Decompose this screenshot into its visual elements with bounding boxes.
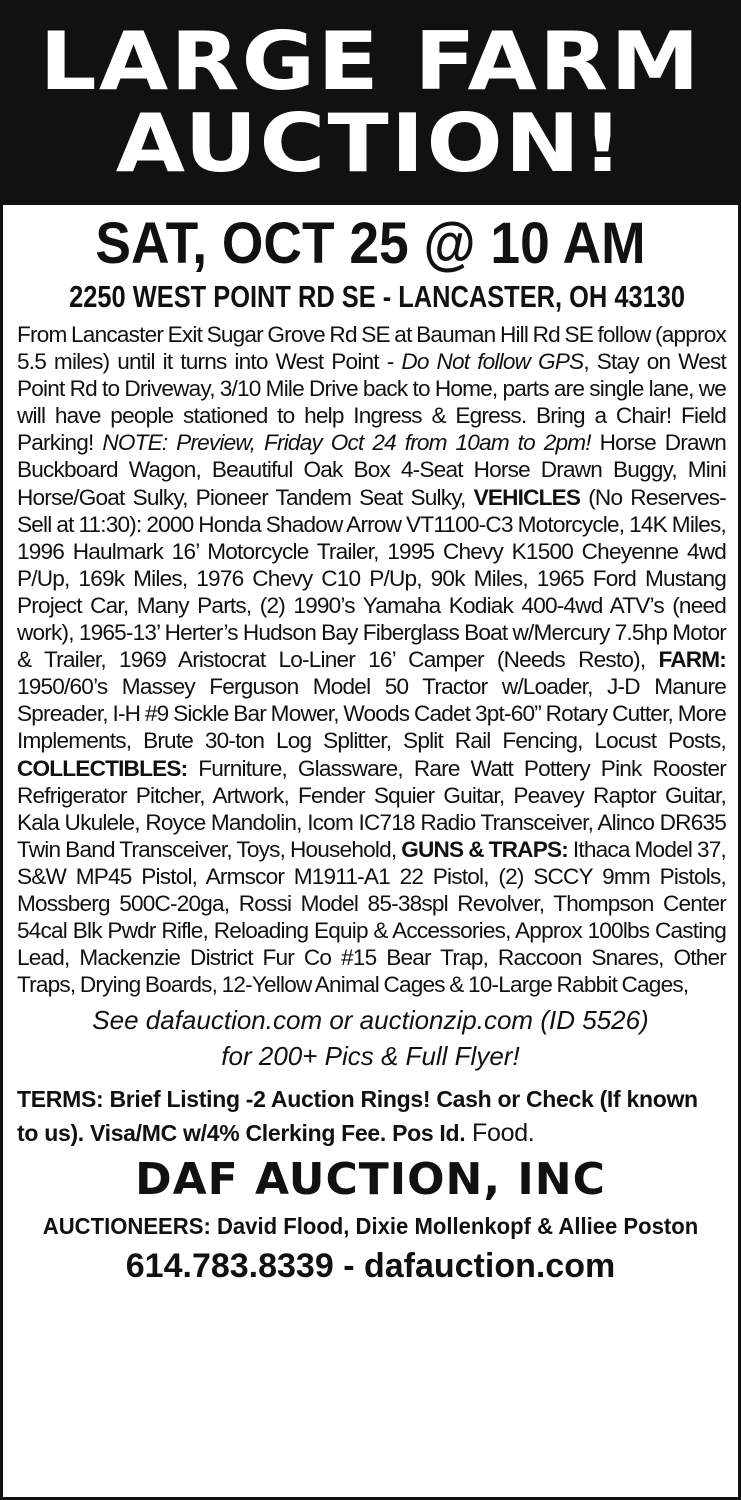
listing-body [17, 321, 726, 998]
body-italic-gps: Do Not follow GPS [401, 349, 584, 375]
body-text-4: (No Reserves-Sell at 11:30): 2000 Honda Shadow Arrow VT1100-C3 Motorcycle, 14K Miles, 1996 Haulmark 16’ Motorcycle Trailer, 1995 Chevy K1500 Cheyenne 4wd P/Up, 169k Miles, 1976 Chevy C10 P/Up, 90k Miles, 1965 Ford Mustang Project Car, Many Parts, (2) 1990’s Yamaha Kodiak 400-4wd ATV’s (need work), 1965-13’ Herter’s Hudson Bay Fiberglass Boat w/Mercury 7.5hp Motor & Trailer, 1969 Aristocrat Lo-Liner 16’ Camper (Needs Resto), [17, 484, 727, 673]
body-text-5: 1950/60’s Massey Ferguson Model 50 Tractor w/Loader, J-D Manure Spreader, I-H #9 Sickle Bar Mower, Woods Cadet 3pt-60” Rotary Cutter, More Implements, Brute 30-ton Log Splitter, Split Rail Fencing, Locust Posts, [17, 674, 726, 754]
auction-date: SAT, OCT 25 @ 10 AM [95, 211, 646, 276]
body-text-2: , Stay on West Point Rd to Driveway, 3/10 Mile Drive back to Home, parts are single lane, we will have people stationed to help Ingress & Egress. Bring a Chair! Field Parking! [17, 349, 726, 456]
body-italic-preview: NOTE: Preview, Friday Oct 24 from 10am to 2pm! [102, 430, 591, 456]
heading-collectibles: COLLECTIBLES: [17, 755, 188, 781]
body-text-3: Horse Drawn Buckboard Wagon, Beautiful Oak Box 4-Seat Horse Drawn Buggy, Mini Horse/Goat Sulky, Pioneer Tandem Seat Sulky, [17, 430, 726, 510]
body-text-6: Furniture, Glassware, Rare Watt Pottery Pink Rooster Refrigerator Pitcher, Artwork, Fender Squier Guitar, Peavey Raptor Guitar, Kala Ukulele, Royce Mandolin, Icom IC718 Radio Transceiver, Alinco DR635 Twin Band Transceiver, Toys, Household, [17, 755, 726, 862]
website-note-line-1: See dafauction.com or auctionzip.com (ID 5526) [92, 1005, 649, 1036]
company-name: DAF AUCTION, INC [135, 1154, 606, 1206]
heading-guns-traps: GUNS & TRAPS: [401, 836, 568, 862]
heading-farm: FARM: [658, 647, 726, 673]
terms-label: TERMS: [17, 1086, 104, 1113]
website-note-line-2: for 200+ Pics & Full Flyer! [221, 1041, 520, 1072]
heading-vehicles: VEHICLES [473, 484, 581, 510]
terms [17, 1082, 724, 1150]
contact-info: 614.783.8339 - dafauction.com [125, 1247, 616, 1286]
terms-food: Food. [465, 1119, 535, 1148]
auction-address: 2250 WEST POINT RD SE - LANCASTER, OH 43130 [69, 279, 686, 314]
headline-line-1: LARGE FARM [39, 14, 702, 108]
headline-banner [3, 0, 738, 205]
headline-line-2: AUCTION! [115, 96, 626, 190]
terms-text: Brief Listing -2 Auction Rings! Cash or Check (If known to us). Visa/MC w/4% Clerking Fee. Pos Id. [17, 1086, 698, 1147]
auctioneers: AUCTIONEERS: David Flood, Dixie Mollenkopf & Alliee Poston [42, 1213, 699, 1240]
website-note [3, 1002, 738, 1074]
body-text-7: Ithaca Model 37, S&W MP45 Pistol, Armscor M1911-A1 22 Pistol, (2) SCCY 9mm Pistols, Mossberg 500C-20ga, Rossi Model 85-38spl Revolver, Thompson Center 54cal Blk Pwdr Rifle, Reloading Equip & Accessories, Approx 100lbs Casting Lead, Mackenzie District Fur Co #15 Bear Trap, Raccoon Snares, Other Traps, Drying Boards, 12-Yellow Animal Cages & 10-Large Rabbit Cages, [17, 836, 726, 998]
body-text-1: From Lancaster Exit Sugar Grove Rd SE at Bauman Hill Rd SE follow (approx 5.5 miles) until it turns into West Point - [17, 322, 726, 375]
